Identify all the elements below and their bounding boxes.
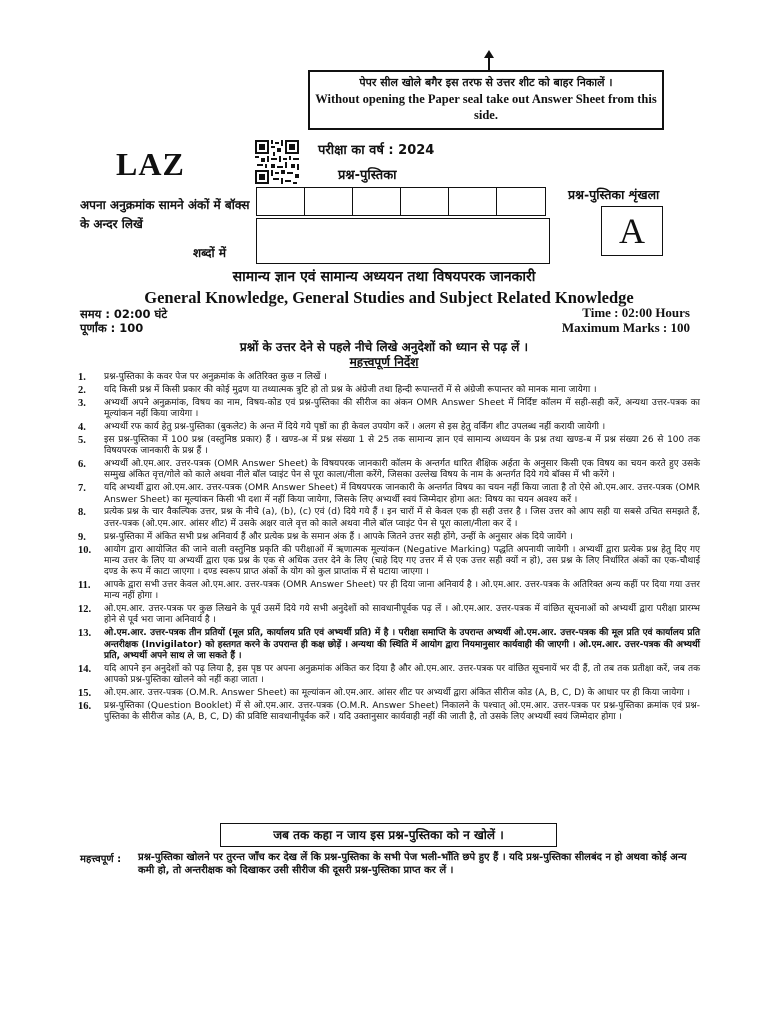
instruction-text: अभ्यर्थी ओ.एम.आर. उत्तर-पत्रक (OMR Answer Sheet) के विषयपरक जानकारी कॉलम के अन्तर्गत धारित शैक्षिक अर्हता के अनुसार किसी एक विषय का चयन करते हुए उसके सम्मुख अंकित वृत्त/गोले को काले अथवा नीले बॉल प्वाइंट पेन से पूरा काला/नीला करेंगे, जिसका उल्लेख विषय के नाम के अन्तर्गत दिये गये बॉक्स में भी करेंगे । — [104, 459, 700, 481]
instruction-item — [78, 545, 700, 579]
instruction-text: ओ.एम.आर. उत्तर-पत्रक तीन प्रतियों (मूल प्रति, कार्यालय प्रति एवं अभ्यर्थी प्रति) में है । परीक्षा समाप्ति के उपरान्त अभ्यर्थी ओ.एम.आर. उत्तर-पत्रक की मूल प्रति एवं कार्यालय प्रति अन्तरीक्षक (Invigilator) को हस्तगत करने के उपरान्त ही कक्ष छोड़ें । अन्यथा की स्थिति में आयोग द्वारा नियमानुसार कार्यवाही की जाएगी । ओ.एम.आर. उत्तर-पत्रक की अभ्यर्थी प्रति, अभ्यर्थी अपने साथ ले जा सकते हैं । — [104, 628, 700, 661]
important-heading-text: महत्त्वपूर्ण निर्देश — [349, 355, 419, 369]
instruction-text: प्रश्न-पुस्तिका के कवर पेज पर अनुक्रमांक के अतिरिक्त कुछ न लिखें । — [104, 372, 327, 382]
booklet-label: प्रश्न-पुस्तिका — [338, 168, 397, 183]
instruction-text: ओ.एम.आर. उत्तर-पत्रक पर कुछ लिखने के पूर्व उसमें दिये गये सभी अनुदेशों को सावधानीपूर्वक पढ़ लें । ओ.एम.आर. उत्तर-पत्रक में वांछित सूचनाओं को अभ्यर्थी द्वारा परीक्षा प्रारम्भ होने से पूर्व भरा जाना अनिवार्य है । — [104, 604, 700, 626]
instruction-item — [78, 483, 700, 506]
time-marks-english — [562, 305, 690, 335]
instruction-item — [78, 459, 700, 482]
instruction-item — [78, 422, 700, 433]
roll-digit-box[interactable] — [257, 188, 305, 215]
roll-digit-box[interactable] — [449, 188, 497, 215]
instruction-item — [78, 532, 700, 543]
instruction-number: 3. — [78, 397, 86, 409]
instruction-item — [78, 688, 700, 699]
instruction-text: आयोग द्वारा आयोजित की जाने वाली वस्तुनिष्ठ प्रकृति की परीक्षाओं में ऋणात्मक मूल्यांकन (Negative Marking) पद्धति अपनायी जायेगी । अभ्यर्थी द्वारा प्रत्येक प्रश्न हेतु दिए गए मान्य उत्तर के लिए या अभ्यर्थी द्वारा एक प्रश्न के एक से अधिक उत्तर देने के लिए (चाहे दिए गए उत्तर में से एक उत्तर सही क्यों न हो), उस प्रश्न के लिए निर्धारित अंकों का एक-चौथाई दण्ड के रूप में काटा जाएगा । दण्ड स्वरूप प्राप्त अंकों के योग को कुल प्राप्तांक में से घटाया जाएगा । — [104, 544, 700, 578]
seal-notice-box — [308, 70, 664, 130]
instruction-item — [78, 664, 700, 687]
instruction-text: यदि अभ्यर्थी द्वारा ओ.एम.आर. उत्तर-पत्रक (OMR Answer Sheet) में विषयपरक जानकारी के अन्तर्गत विषय का चयन नहीं किया जाता है तो ऐसे ओ.एम.आर. उत्तर-पत्रक (OMR Answer Sheet) का मूल्यांकन किसी भी दशा में नहीं किया जायेगा, जिसके लिए अभ्यर्थी स्वयं जिम्मेदार होगा अत: विषय का चयन अवश्य करें । — [104, 483, 700, 505]
instruction-number: 14. — [78, 663, 92, 675]
subject-title-english: General Knowledge, General Studies and Subject Related Knowledge — [144, 288, 634, 307]
instruction-item — [78, 507, 700, 530]
series-label: प्रश्न-पुस्तिका शृंखला — [568, 187, 660, 202]
instruction-number: 7. — [78, 483, 86, 495]
roll-digit-box[interactable] — [497, 188, 545, 215]
exam-year: परीक्षा का वर्ष : 2024 — [318, 143, 435, 158]
instruction-number: 5. — [78, 434, 86, 446]
instruction-number: 13. — [78, 628, 92, 640]
time-hindi: समय : 02:00 घंटे — [80, 307, 168, 321]
instruction-text: प्रश्न-पुस्तिका (Question Booklet) में से ओ.एम.आर. उत्तर-पत्रक (O.M.R. Answer Sheet) निकालने के पश्चात् ओ.एम.आर. उत्तर-पत्रक पर प्रश्न-पुस्तिका क्रमांक एवं प्रश्न-पुस्तिका के सीरीज कोड (A, B, C, D) की प्रविष्टि सावधानीपूर्वक करें । यदि उक्तानुसार कार्यवाही नहीं की जाती है, तो उसके लिए अभ्यर्थी स्वयं जिम्मेदार होगा । — [104, 700, 700, 723]
roll-words-label: शब्दों में — [193, 246, 226, 260]
time-english: Time : 02:00 Hours — [582, 305, 690, 320]
seal-notice-english: Without opening the Paper seal take out Answer Sheet from this side. — [315, 92, 657, 122]
instruction-number: 1. — [78, 372, 86, 383]
marks-hindi: पूर्णांक : 100 — [80, 321, 144, 335]
roll-digit-box[interactable] — [401, 188, 449, 215]
do-not-open-box: जब तक कहा न जाय इस प्रश्न-पुस्तिका को न खोलें । — [220, 823, 557, 847]
roll-number-grid[interactable] — [256, 187, 546, 216]
instruction-text: ओ.एम.आर. उत्तर-पत्रक (O.M.R. Answer Sheet) का मूल्यांकन ओ.एम.आर. आंसर शीट पर अभ्यर्थी द्वारा अंकित सीरीज कोड (A, B, C, D) के आधार पर ही किया जायेगा । — [104, 688, 691, 699]
instruction-item — [78, 701, 700, 724]
roll-digit-box[interactable] — [305, 188, 353, 215]
instruction-text: अभ्यर्थी रफ कार्य हेतु प्रश्न-पुस्तिका (बुकलेट) के अन्त में दिये गये पृष्ठों का ही केवल उपयोग करें । अलग से इस हेतु वर्किंग शीट उपलब्ध नहीं करायी जायेगी । — [104, 421, 606, 432]
roll-digit-box[interactable] — [353, 188, 401, 215]
instruction-number: 9. — [78, 531, 86, 543]
paper-code: LAZ — [116, 146, 185, 182]
instruction-number: 16. — [78, 700, 92, 712]
instruction-number: 4. — [78, 421, 86, 433]
qr-code-icon — [255, 140, 299, 184]
instruction-text: आपके द्वारा सभी उत्तर केवल ओ.एम.आर. उत्तर-पत्रक (OMR Answer Sheet) पर ही दिया जाना अनिवार्य है । ओ.एम.आर. उत्तर-पत्रक के अतिरिक्त अन्य कहीं पर दिया गया उत्तर मान्य नहीं होगा । — [104, 579, 700, 602]
series-box: A — [601, 206, 663, 256]
instruction-text: इस प्रश्न-पुस्तिका में 100 प्रश्न (वस्तुनिष्ठ प्रकार) हैं । खण्ड-अ में प्रश्न संख्या 1 से 25 तक सामान्य ज्ञान एवं सामान्य अध्ययन के प्रश्न तथा खण्ड-ब में प्रश्न संख्या 26 से 100 तक विषयपरक जानकारी के प्रश्न हैं । — [104, 434, 700, 457]
instruction-item — [78, 604, 700, 627]
instruction-text: यदि आपने इन अनुदेशों को पढ़ लिया है, इस पृष्ठ पर अपना अनुक्रमांक अंकित कर दिया है और ओ.एम.आर. उत्तर-पत्रक पर वांछित सूचनायें भर दी हैं, तो तब तक प्रतीक्षा करें, जब तक आपको प्रश्न-पुस्तिका खोलने को नहीं कहा जाता । — [104, 663, 700, 686]
instruction-item — [78, 628, 700, 662]
read-instructions-note: प्रश्नों के उत्तर देने से पहले नीचे लिखे अनुदेशों को ध्यान से पढ़ लें । — [239, 340, 529, 354]
instruction-number: 12. — [78, 604, 92, 616]
instruction-number: 11. — [78, 579, 91, 591]
important-note-label: महत्त्वपूर्ण : — [80, 854, 122, 865]
instruction-number: 6. — [78, 459, 86, 471]
instruction-text: यदि किसी प्रश्न में किसी प्रकार की कोई मुद्रण या तथ्यात्मक त्रुटि हो तो प्रश्न के अंग्रेजी तथा हिन्दी रूपान्तरों में से अंग्रेजी रूपान्तर को मानक माना जायेगा । — [104, 384, 597, 395]
instruction-number: 10. — [78, 544, 92, 556]
subject-title-hindi: सामान्य ज्ञान एवं सामान्य अध्ययन तथा विषयपरक जानकारी — [232, 269, 536, 285]
instruction-text: प्रश्न-पुस्तिका में अंकित सभी प्रश्न अनिवार्य हैं और प्रत्येक प्रश्न के समान अंक हैं । आपके जितने उत्तर सही होंगे, उन्हीं के अनुसार अंक दिये जायेंगे । — [104, 531, 573, 542]
roll-words-box[interactable] — [256, 218, 550, 264]
seal-notice-hindi: पेपर सील खोले बगैर इस तरफ से उत्तर शीट को बाहर निकालें । — [359, 76, 613, 89]
marks-english: Maximum Marks : 100 — [561, 320, 690, 335]
roll-number-label: अपना अनुक्रमांक सामने अंकों में बॉक्स के अन्दर लिखें — [80, 198, 250, 231]
instruction-item — [78, 372, 700, 383]
instruction-number: 2. — [78, 384, 86, 396]
instruction-text: प्रत्येक प्रश्न के चार वैकल्पिक उत्तर, प्रश्न के नीचे (a), (b), (c) एवं (d) दिये गये हैं । इन चारों में से केवल एक ही सही उत्तर है । जिस उत्तर को आप सही या सबसे उचित समझते हैं, उत्तर-पत्रक (ओ.एम.आर. आंसर शीट) में उसके अक्षर वाले वृत्त को काले अथवा नीले बॉल प्वाइंट पेन से पूरा काला/नीला कर दें । — [104, 507, 700, 529]
instruction-item — [78, 580, 700, 603]
important-instructions-heading — [0, 353, 768, 370]
instruction-text: अभ्यर्थी अपने अनुक्रमांक, विषय का नाम, विषय-कोड एवं प्रश्न-पुस्तिका की सीरीज का अंकन OMR Answer Sheet में निर्दिष्ट कॉलम में सही-सही करें, अन्यथा उत्तर-पत्रक का मूल्यांकन नहीं किया जायेगा । — [104, 397, 700, 420]
instruction-item — [78, 398, 700, 421]
instruction-number: 8. — [78, 507, 86, 519]
important-note-text: प्रश्न-पुस्तिका खोलने पर तुरन्त जाँच कर देख लें कि प्रश्न-पुस्तिका के सभी पेज भली-भाँति छपे हुए हैं । यदि प्रश्न-पुस्तिका सीलबंद न हो अथवा कोई अन्य कमी हो, तो अन्तरीक्षक को दिखाकर उसी सीरीज की दूसरी प्रश्न-पुस्तिका प्राप्त कर लें । — [138, 852, 687, 876]
instruction-number: 15. — [78, 688, 92, 700]
time-marks-hindi — [80, 307, 167, 335]
instruction-item — [78, 435, 700, 458]
instruction-item — [78, 385, 700, 396]
instructions-list — [78, 372, 700, 725]
